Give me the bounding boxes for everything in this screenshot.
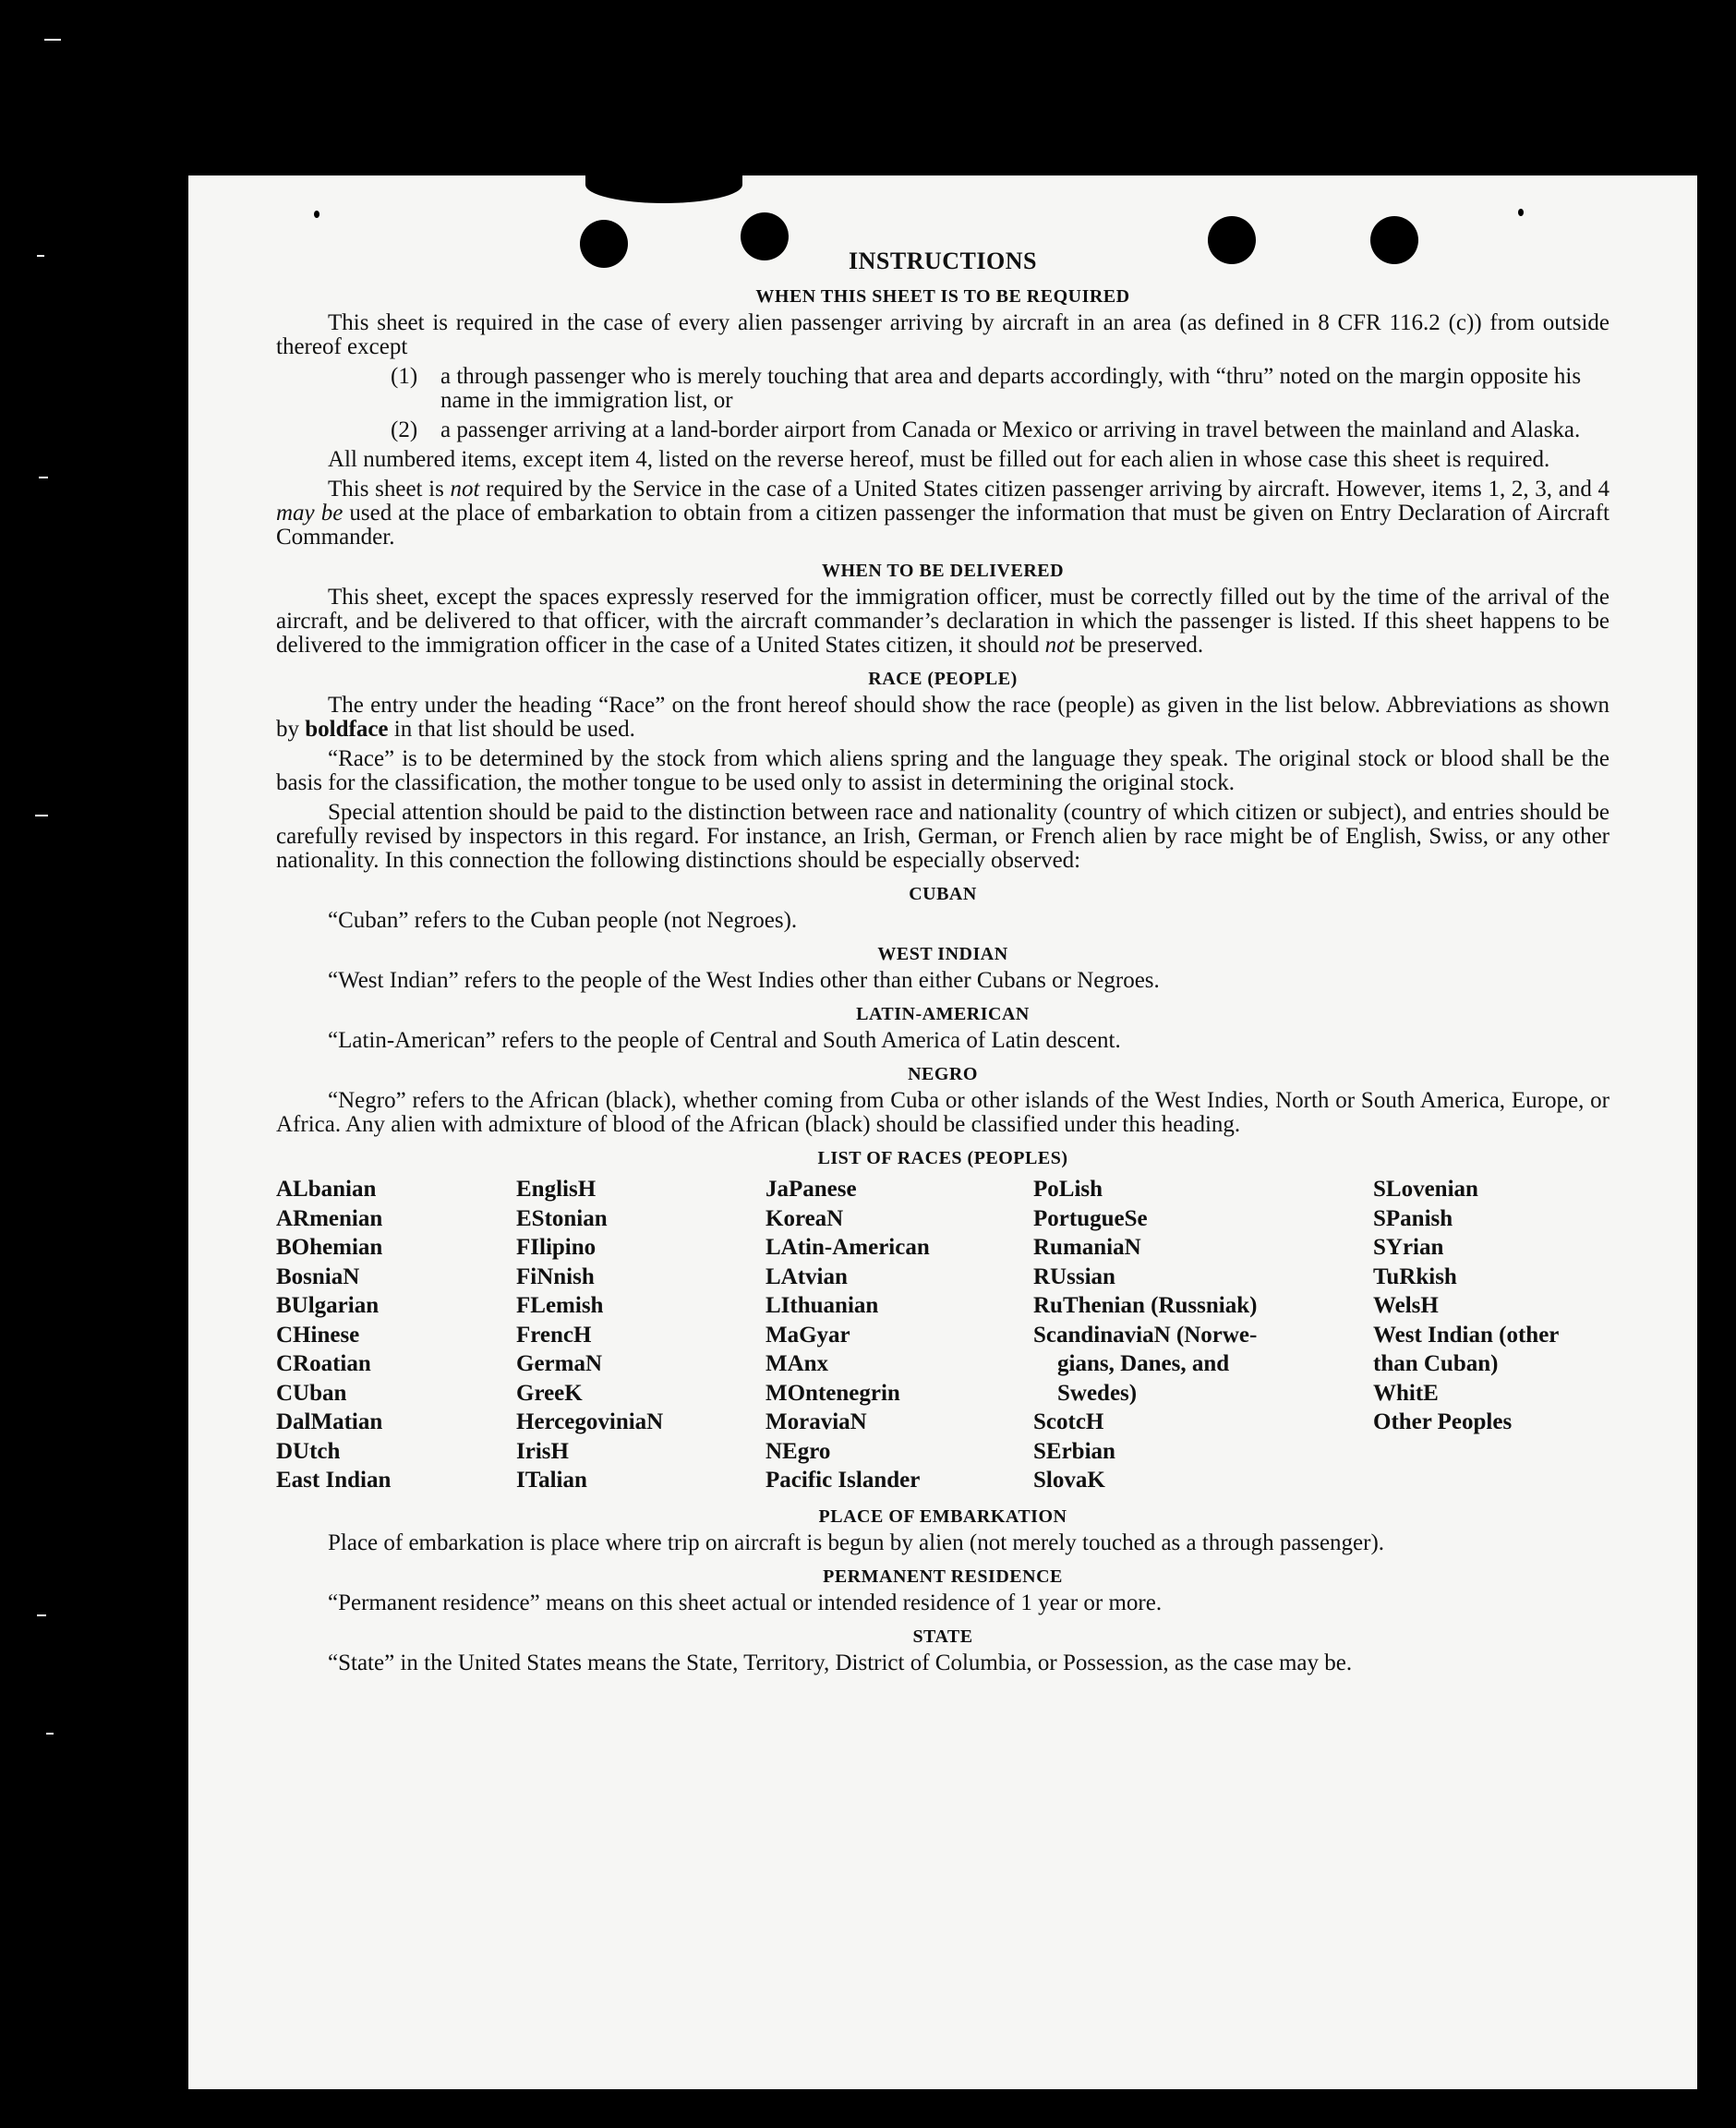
race-entry-continued: gians, Danes, and [1057,1351,1230,1376]
race-entry: WelsH [1373,1293,1439,1318]
punch-hole [1208,216,1256,264]
text-run: be preserved. [1074,633,1204,658]
heading-list-of-races: LIST OF RACES (PEOPLES) [817,1148,1068,1168]
torn-edge [585,166,742,203]
race-entry: ScandinaviaN (Norwe- [1033,1322,1258,1348]
race-para-3: Special attention should be paid to the distinction between race and nationality (country of which citizen or subject), and entries should be carefully revised by inspectors in this regard. For instance, an Irish, German, or French alien by race might be of English, Swiss, or any other nationality. In this connection the following distinctions should be especially observed: [276,800,1609,873]
scan-mark [44,39,61,41]
race-entry: DalMatian [276,1409,383,1434]
race-entry: IrisH [516,1438,569,1464]
race-column-4 [1033,1175,1373,1495]
required-para-2: All numbered items, except item 4, listed on the reverse hereof, must be filled out for each alien in whose case this sheet is required. [328,447,1550,472]
heading-west-indian: WEST INDIAN [877,944,1008,964]
race-entry: SlovaK [1033,1468,1105,1493]
race-entry: CHinese [276,1322,360,1348]
latin-american-text: “Latin-American” refers to the people of Central and South America of Latin descent. [328,1028,1121,1053]
race-entry: LAtin-American [766,1235,930,1260]
document-page [188,175,1697,2089]
race-entry: CUban [276,1380,347,1406]
race-entry: KoreaN [766,1205,844,1231]
bold-word: boldface [305,717,389,742]
race-entry: FiNnish [516,1264,595,1289]
race-para-1 [276,694,1609,742]
heading-race: RACE (PEOPLE) [868,669,1018,689]
race-entry: PortugueSe [1033,1205,1148,1231]
race-entry: TuRkish [1373,1264,1457,1289]
required-para-3 [276,478,1609,550]
race-entry: SLovenian [1373,1177,1478,1202]
required-intro: This sheet is required in the case of every alien passenger arriving by aircraft in an area (as defined in 8 CFR 116.2 (c)) from outside thereof except [276,310,1609,359]
race-entry-continued: than Cuban) [1373,1351,1499,1376]
race-entry: ITalian [516,1468,587,1493]
race-column-3 [766,1175,1033,1495]
race-entry: DUtch [276,1438,341,1464]
race-entry: Other Peoples [1373,1409,1513,1434]
race-entry: WhitE [1373,1380,1439,1406]
race-entry: RumaniaN [1033,1235,1141,1260]
text-run: This sheet, except the spaces expressly reserved for the immigration officer, must be correctly filled out by the time of the arrival of the aircraft, and be delivered to that officer, with the aircraft commander’s declaration in which the passenger is listed. If this sheet happens to be delivered to the immigration officer in the case of a United States citizen, it should [276,585,1609,658]
cuban-text: “Cuban” refers to the Cuban people (not Negroes). [328,908,798,933]
item-number: (2) [391,417,418,442]
race-list [276,1175,1609,1495]
race-entry: LIthuanian [766,1293,879,1318]
delivered-text [276,586,1609,658]
punch-hole [741,212,789,260]
residence-text: “Permanent residence” means on this sheet actual or intended residence of 1 year or more. [328,1590,1163,1615]
race-entry: East Indian [276,1468,392,1493]
text-run: This sheet is [328,477,451,502]
race-entry: RuThenian (Russniak) [1033,1293,1258,1318]
race-entry: RUssian [1033,1264,1115,1289]
race-column-1 [276,1175,516,1495]
state-text: “State” in the United States means the State, Territory, District of Columbia, or Possession, as the case may be. [328,1650,1353,1675]
race-entry: FIlipino [516,1235,597,1260]
race-column-5 [1373,1175,1613,1495]
scan-mark [35,815,48,816]
race-entry: NEgro [766,1438,831,1464]
race-entry: ARmenian [276,1205,383,1231]
page-title: INSTRUCTIONS [849,248,1037,274]
heading-cuban: CUBAN [909,884,977,904]
item-text: a through passenger who is merely touching that area and departs accordingly, with “thru” noted on the margin opposite his name in the immigration list, or [440,364,1582,413]
embarkation-text: Place of embarkation is place where trip on aircraft is begun by alien (not merely touched as a through passenger). [328,1530,1385,1555]
race-entry: MOntenegrin [766,1380,900,1406]
race-entry: ScotcH [1033,1409,1104,1434]
race-entry: LAtvian [766,1264,848,1289]
race-entry: GermaN [516,1351,603,1376]
heading-latin-american: LATIN-AMERICAN [856,1004,1030,1024]
race-entry: West Indian (other [1373,1322,1560,1348]
west-indian-text: “West Indian” refers to the people of the West Indies other than either Cubans or Negroes. [328,968,1160,993]
race-entry: EStonian [516,1205,608,1231]
race-entry: ALbanian [276,1177,377,1202]
race-entry: EnglisH [516,1177,597,1202]
speck [1518,209,1524,216]
heading-negro: NEGRO [908,1064,978,1084]
text-run: used at the place of embarkation to obtain from a citizen passenger the information that must be given on Entry Declaration of Aircraft Commander. [276,501,1610,550]
punch-hole [580,220,628,268]
race-entry: BosniaN [276,1264,360,1289]
race-entry: GreeK [516,1380,583,1406]
text-run: The entry under the heading “Race” on the front hereof should show the race (people) as given in the list below. Abbreviations as shown by [276,693,1609,742]
race-entry: PoLish [1033,1177,1103,1202]
race-entry: HercegoviniaN [516,1409,664,1434]
race-entry: MAnx [766,1351,829,1376]
race-entry: SYrian [1373,1235,1444,1260]
race-entry-continued: Swedes) [1057,1380,1138,1406]
scan-mark [39,477,48,478]
speck [314,211,319,218]
punch-hole [1370,216,1418,264]
scan-mark [37,1614,46,1616]
item-number: (1) [391,364,418,389]
emphasis: may be [276,501,344,526]
race-column-2 [516,1175,766,1495]
text-run: required by the Service in the case of a United States citizen passenger arriving by aircraft. However, items 1, 2, 3, and 4 [479,477,1609,502]
heading-residence: PERMANENT RESIDENCE [823,1566,1063,1587]
heading-delivered: WHEN TO BE DELIVERED [821,561,1065,581]
race-entry: Pacific Islander [766,1468,921,1493]
race-entry: SPanish [1373,1205,1453,1231]
exception-item-2 [276,418,1609,442]
race-entry: SErbian [1033,1438,1115,1464]
emphasis: not [450,477,480,502]
race-para-2: “Race” is to be determined by the stock from which aliens spring and the language they speak. The original stock or blood shall be the basis for the classification, the mother tongue to be used only to assist in determining the original stock. [276,746,1609,795]
race-entry: BOhemian [276,1235,383,1260]
emphasis: not [1044,633,1075,658]
heading-state: STATE [912,1626,973,1647]
race-entry: MaGyar [766,1322,850,1348]
heading-required: WHEN THIS SHEET IS TO BE REQUIRED [755,286,1130,307]
negro-text: “Negro” refers to the African (black), whether coming from Cuba or other islands of the West Indies, North or South America, Europe, or Africa. Any alien with admixture of blood of the African (black) should be classified under this heading. [276,1088,1609,1137]
race-entry: BUlgarian [276,1293,380,1318]
scan-mark [46,1733,54,1735]
race-entry: FrencH [516,1322,592,1348]
race-entry: MoraviaN [766,1409,867,1434]
race-entry: JaPanese [766,1177,857,1202]
text-run: in that list should be used. [388,717,635,742]
scan-mark [37,255,44,257]
exception-item-1 [276,365,1609,413]
item-text: a passenger arriving at a land-border airport from Canada or Mexico or arriving in travel between the mainland and Alaska. [440,417,1581,442]
heading-embarkation: PLACE OF EMBARKATION [818,1505,1067,1527]
race-entry: FLemish [516,1293,604,1318]
race-entry: CRoatian [276,1351,371,1376]
